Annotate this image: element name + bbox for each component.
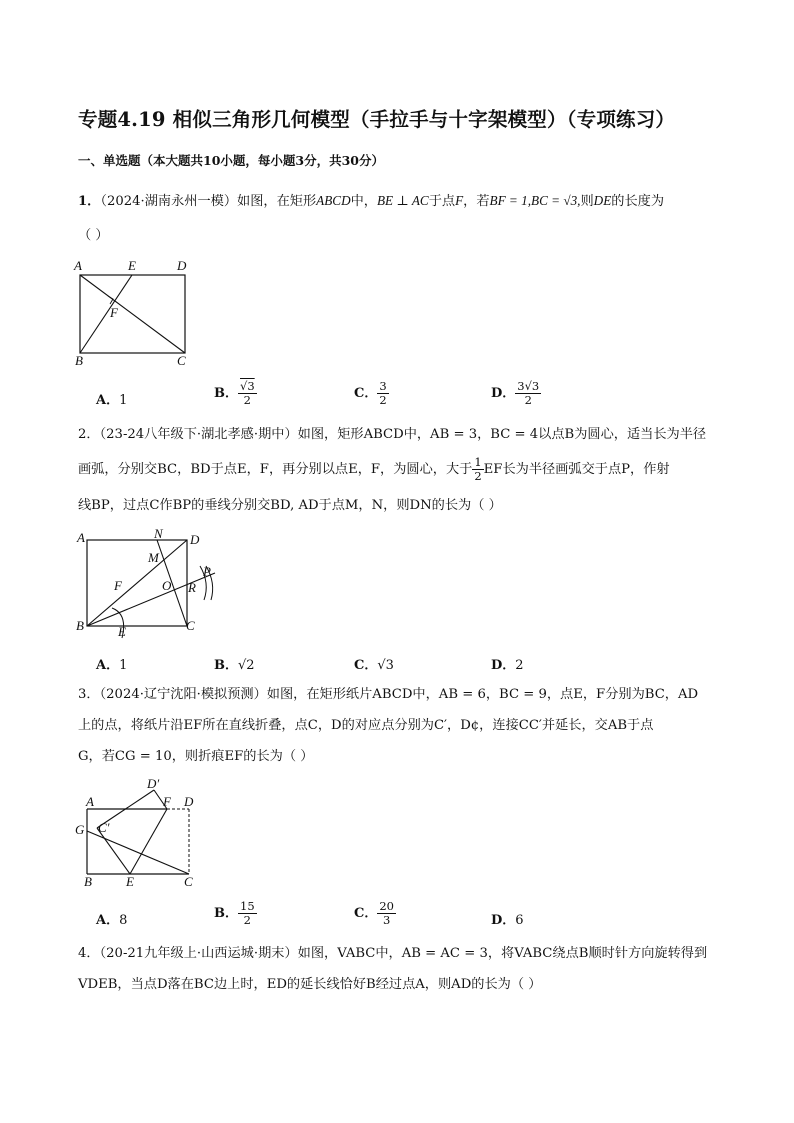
fraction [238, 900, 257, 927]
question-source: （2024·湖南永州一模） [100, 194, 238, 209]
option-value: 1 [119, 393, 128, 408]
fraction [377, 900, 396, 927]
q1-point: F [455, 193, 464, 208]
q1-rect: ABCD [316, 193, 351, 208]
q1-text: 中， [350, 194, 377, 209]
q2-option-d[interactable] [491, 654, 524, 673]
numerator: 3 [379, 379, 387, 393]
option-label: A． [96, 913, 120, 928]
q1-segment: DE [593, 193, 612, 208]
label-E: E [128, 258, 136, 273]
question-2-line-1: 2．（23-24八年级下·湖北孝感·期中）如图，矩形ABCD中，AB = 3，BC = 4以点B为圆心，适当长为半径 [78, 427, 707, 442]
numerator: √3 [240, 379, 255, 393]
q1-text: 如图，在矩形 [237, 194, 317, 209]
q3-option-c[interactable] [354, 900, 396, 927]
label-F: F [114, 578, 122, 593]
q3-option-a[interactable] [96, 909, 127, 928]
q2-option-b[interactable] [214, 654, 255, 673]
option-value: 1 [119, 658, 128, 673]
label-B: B [76, 618, 84, 633]
numerator: 20 [379, 899, 394, 913]
label-C-prime: C′ [98, 820, 110, 835]
option-label: D． [491, 658, 516, 673]
option-value: √2 [238, 658, 255, 673]
q3-option-d[interactable] [491, 909, 524, 928]
label-F: F [110, 305, 118, 320]
option-value: 6 [515, 913, 524, 928]
question-1 [78, 186, 718, 216]
option-label: D． [491, 913, 516, 928]
q2-text: 画弧，分别交BC，BD于点E，F，再分别以点E，F，为圆心，大于 [78, 462, 473, 477]
option-label: B． [214, 658, 238, 673]
question-3-line-2: 上的点，将纸片沿EF所在直线折叠，点C，D的对应点分别为C′，D¢，连接CC′并延长，交AB于点 [78, 718, 654, 733]
option-label: A． [96, 658, 120, 673]
q1-answer-paren: （ ） [78, 228, 109, 243]
denominator: 2 [474, 469, 482, 483]
label-R: R [188, 580, 196, 595]
label-N: N [154, 528, 163, 541]
label-D-prime: D′ [147, 776, 160, 791]
q1-option-b[interactable] [214, 380, 257, 407]
label-C: C [177, 353, 186, 368]
q1-text: 则 [580, 194, 594, 209]
numerator: 3√3 [517, 379, 540, 393]
numerator: 1 [474, 455, 482, 469]
option-value: √3 [377, 658, 394, 673]
label-A: A [77, 530, 85, 545]
q1-condition: BE ⊥ AC [376, 193, 429, 208]
label-F: F [163, 794, 171, 809]
label-C: C [186, 618, 195, 633]
label-E: E [126, 874, 134, 889]
q3-figure [72, 776, 207, 891]
q3-option-b[interactable] [214, 900, 257, 927]
option-label: B． [214, 386, 238, 401]
denominator: 2 [243, 393, 251, 407]
option-label: C． [354, 906, 378, 921]
option-label: D． [491, 386, 516, 401]
question-4-line-1: 4．（20-21九年级上·山西运城·期末）如图，VABC中，AB = AC = 3，将VABC绕点B顺时针方向旋转得到 [78, 946, 708, 961]
numerator: 15 [240, 899, 255, 913]
fraction [515, 380, 541, 407]
label-G: G [75, 822, 85, 837]
option-label: C． [354, 658, 378, 673]
question-3-line-1: 3．（2024·辽宁沈阳·模拟预测）如图，在矩形纸片ABCD中，AB = 6，BC = 9，点E，F分别为BC，AD [78, 687, 699, 702]
denominator: 2 [379, 393, 387, 407]
q1-text: 于点 [428, 194, 456, 209]
q1-text: 的长度为 [611, 194, 665, 209]
q2-option-a[interactable] [96, 654, 127, 673]
question-2-line-3: 线BP，过点C作BP的垂线分别交BD, AD于点M，N，则DN的长为（ ） [78, 498, 502, 513]
option-value: 8 [119, 913, 128, 928]
q1-option-a[interactable] [96, 389, 127, 408]
option-value: 2 [515, 658, 524, 673]
label-D: D [184, 794, 194, 809]
denominator: 2 [524, 393, 532, 407]
denominator: 3 [383, 913, 391, 927]
question-4-line-2: VDEB，当点D落在BC边上时，ED的延长线恰好B经过点A，则AD的长为（ ） [78, 977, 542, 992]
label-E: E [118, 624, 126, 639]
option-label: B． [214, 906, 238, 921]
label-D: D [177, 258, 187, 273]
q1-condition: BF = 1,BC = √3, [489, 193, 581, 208]
question-3-line-3: G，若CG = 10，则折痕EF的长为（ ） [78, 749, 314, 764]
q1-option-c[interactable] [354, 380, 389, 407]
question-number: 1． [78, 194, 101, 209]
label-D: D [190, 532, 200, 547]
q1-option-d[interactable] [491, 380, 541, 407]
label-A: A [74, 258, 82, 273]
label-M: M [148, 550, 159, 565]
q2-figure [72, 528, 222, 640]
option-label: C． [354, 386, 378, 401]
denominator: 2 [243, 913, 251, 927]
q2-text: EF长为半径画弧交于点P，作射 [483, 462, 670, 477]
fraction-half [472, 456, 483, 483]
label-B: B [75, 353, 83, 368]
q1-text: ，若 [463, 194, 490, 209]
label-B: B [84, 874, 92, 889]
label-C: C [184, 874, 193, 889]
fraction [238, 380, 257, 407]
page-title: 专题4.19 相似三角形几何模型（手拉手与十字架模型）（专项练习） [78, 108, 676, 131]
label-O: O [162, 578, 172, 593]
option-label: A． [96, 393, 120, 408]
label-A: A [86, 794, 94, 809]
question-2-line-2 [78, 455, 718, 484]
section-heading: 一、单选题（本大题共10小题，每小题3分，共30分） [78, 153, 384, 168]
label-P: P [203, 564, 211, 579]
q2-option-c[interactable] [354, 654, 394, 673]
q1-figure [70, 255, 200, 370]
fraction [377, 380, 388, 407]
